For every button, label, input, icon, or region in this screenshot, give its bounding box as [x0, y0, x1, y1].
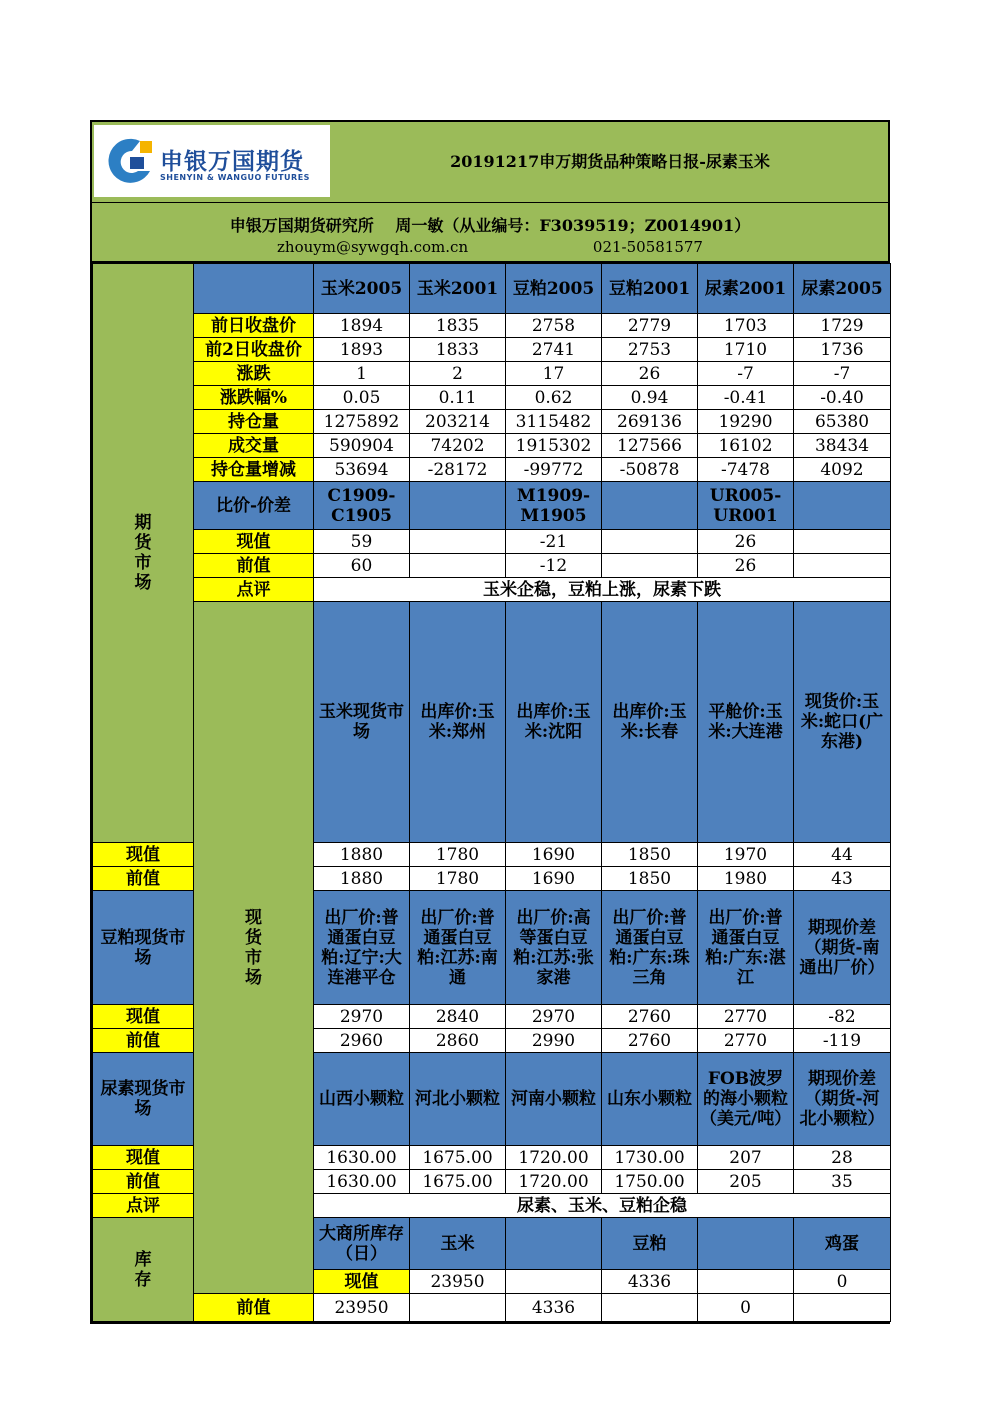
- spread-header: UR005-UR001: [698, 482, 794, 530]
- contact-line: [92, 238, 888, 256]
- value-cell: [410, 554, 506, 578]
- value-cell: 2960: [314, 1029, 410, 1053]
- value-cell: 2970: [506, 1005, 602, 1029]
- row-label: 持仓量增减: [194, 458, 314, 482]
- table-row: [93, 578, 891, 602]
- company-logo: [94, 125, 330, 197]
- header-blank: [194, 264, 314, 314]
- value-cell: 1880: [314, 843, 410, 867]
- value-cell: 4092: [794, 458, 891, 482]
- value-cell: 2753: [602, 338, 698, 362]
- value-cell: -7478: [698, 458, 794, 482]
- spot-header: 出库价:玉米:沈阳: [506, 602, 602, 843]
- contract-header: 尿素2001: [698, 264, 794, 314]
- row-label: 涨跌: [194, 362, 314, 386]
- report-title: 20191217申万期货品种策略日报-尿素玉米: [450, 152, 770, 171]
- value-cell: 2: [410, 362, 506, 386]
- table-row: [93, 602, 891, 843]
- value-cell: 3115482: [506, 410, 602, 434]
- section-label-text: 现货市场: [245, 907, 262, 988]
- value-cell: [410, 530, 506, 554]
- value-cell: 53694: [314, 458, 410, 482]
- inventory-header: 豆粕: [602, 1218, 698, 1270]
- inventory-header: [698, 1218, 794, 1270]
- row-label: 持仓量: [194, 410, 314, 434]
- row-label: 前值: [93, 1029, 194, 1053]
- value-cell: 44: [794, 843, 891, 867]
- value-cell: 26: [698, 530, 794, 554]
- value-cell: 19290: [698, 410, 794, 434]
- table-row: [93, 264, 891, 314]
- value-cell: 2741: [506, 338, 602, 362]
- logo-text: 申银万国期货: [160, 149, 304, 175]
- data-table: [92, 263, 891, 1322]
- spot-comment: 尿素、玉米、豆粕企稳: [314, 1194, 891, 1218]
- value-cell: 1850: [602, 867, 698, 891]
- spread-header: [794, 482, 891, 530]
- value-cell: 74202: [410, 434, 506, 458]
- value-cell: 1720.00: [506, 1146, 602, 1170]
- spot-header: 出厂价:普通蛋白豆粕:广东:珠三角: [602, 891, 698, 1005]
- futures-comment: 玉米企稳，豆粕上涨，尿素下跌: [314, 578, 891, 602]
- spread-label: 比价-价差: [194, 482, 314, 530]
- value-cell: 1780: [410, 843, 506, 867]
- value-cell: 2860: [410, 1029, 506, 1053]
- value-cell: 2990: [506, 1029, 602, 1053]
- value-cell: 1675.00: [410, 1146, 506, 1170]
- value-cell: 2770: [698, 1029, 794, 1053]
- table-row: [93, 362, 891, 386]
- value-cell: 1833: [410, 338, 506, 362]
- value-cell: -28172: [410, 458, 506, 482]
- value-cell: -0.41: [698, 386, 794, 410]
- value-cell: 17: [506, 362, 602, 386]
- value-cell: 0: [794, 1270, 891, 1294]
- value-cell: 1630.00: [314, 1146, 410, 1170]
- spread-header: [410, 482, 506, 530]
- inventory-header: 鸡蛋: [794, 1218, 891, 1270]
- spot-header: 出厂价:普通蛋白豆粕:江苏:南通: [410, 891, 506, 1005]
- value-cell: -119: [794, 1029, 891, 1053]
- row-label: 现值: [93, 843, 194, 867]
- inventory-label: 大商所库存（日）: [314, 1218, 410, 1270]
- analyst-phone: 021-50581577: [592, 238, 703, 256]
- spot-header: 出厂价:高等蛋白豆粕:江苏:张家港: [506, 891, 602, 1005]
- value-cell: 1275892: [314, 410, 410, 434]
- row-label: 现值: [93, 1005, 194, 1029]
- value-cell: 0.11: [410, 386, 506, 410]
- value-cell: -7: [698, 362, 794, 386]
- value-cell: -82: [794, 1005, 891, 1029]
- value-cell: 1970: [698, 843, 794, 867]
- value-cell: 0.05: [314, 386, 410, 410]
- contract-header: 豆粕2005: [506, 264, 602, 314]
- value-cell: -7: [794, 362, 891, 386]
- table-row: [93, 554, 891, 578]
- value-cell: 1703: [698, 314, 794, 338]
- value-cell: 1835: [410, 314, 506, 338]
- value-cell: 1729: [794, 314, 891, 338]
- spot-header: 平舱价:玉米:大连港: [698, 602, 794, 843]
- spread-header: M1909-M1905: [506, 482, 602, 530]
- strategy-report: [90, 120, 890, 1324]
- value-cell: 1736: [794, 338, 891, 362]
- row-label: 前值: [194, 1294, 314, 1322]
- value-cell: 2970: [314, 1005, 410, 1029]
- spot-header: 期现价差（期货-河北小颗粒）: [794, 1053, 891, 1146]
- contract-header: 玉米2001: [410, 264, 506, 314]
- table-row: [93, 458, 891, 482]
- value-cell: 207: [698, 1146, 794, 1170]
- value-cell: 0.94: [602, 386, 698, 410]
- contract-header: 玉米2005: [314, 264, 410, 314]
- section-label: [93, 264, 194, 843]
- spot-header: 山西小颗粒: [314, 1053, 410, 1146]
- value-cell: 23950: [410, 1270, 506, 1294]
- contract-header: 尿素2005: [794, 264, 891, 314]
- contract-header: 豆粕2001: [602, 264, 698, 314]
- value-cell: 1780: [410, 867, 506, 891]
- row-label: 成交量: [194, 434, 314, 458]
- value-cell: 16102: [698, 434, 794, 458]
- table-row: [93, 314, 891, 338]
- value-cell: [794, 1294, 891, 1322]
- table-row: [93, 1294, 891, 1322]
- value-cell: 203214: [410, 410, 506, 434]
- row-label: 现值: [314, 1270, 410, 1294]
- value-cell: 2840: [410, 1005, 506, 1029]
- comment-label: 点评: [194, 578, 314, 602]
- row-label: 前2日收盘价: [194, 338, 314, 362]
- value-cell: 65380: [794, 410, 891, 434]
- section-label-text: 库存: [134, 1249, 152, 1290]
- value-cell: 1690: [506, 843, 602, 867]
- value-cell: 2760: [602, 1005, 698, 1029]
- value-cell: 1: [314, 362, 410, 386]
- value-cell: -0.40: [794, 386, 891, 410]
- value-cell: 1894: [314, 314, 410, 338]
- table-row: [93, 530, 891, 554]
- comment-label: 点评: [93, 1194, 194, 1218]
- table-row: [93, 386, 891, 410]
- value-cell: 59: [314, 530, 410, 554]
- logo-subtitle: SHENYIN & WANGUO FUTURES: [160, 173, 310, 182]
- inventory-header: 玉米: [410, 1218, 506, 1270]
- value-cell: 0: [698, 1294, 794, 1322]
- value-cell: 0.62: [506, 386, 602, 410]
- spot-header: 河南小颗粒: [506, 1053, 602, 1146]
- value-cell: 4336: [602, 1270, 698, 1294]
- spread-header: [602, 482, 698, 530]
- spot-header: 期现价差（期货-南通出厂价）: [794, 891, 891, 1005]
- value-cell: 1980: [698, 867, 794, 891]
- spot-market-label: 玉米现货市场: [314, 602, 410, 843]
- value-cell: [602, 530, 698, 554]
- analyst-line: 申银万国期货研究所 周一敏（从业编号：F3039519；Z0014901）: [229, 216, 751, 235]
- table-row: [93, 338, 891, 362]
- value-cell: -50878: [602, 458, 698, 482]
- table-row: [93, 410, 891, 434]
- spot-header: FOB波罗的海小颗粒（美元/吨）: [698, 1053, 794, 1146]
- table-row: [93, 434, 891, 458]
- value-cell: 1850: [602, 843, 698, 867]
- section-label-text: 期货市场: [134, 513, 152, 593]
- value-cell: 28: [794, 1146, 891, 1170]
- spot-header: 山东小颗粒: [602, 1053, 698, 1146]
- analyst-info: [92, 203, 888, 263]
- value-cell: [794, 530, 891, 554]
- value-cell: [794, 554, 891, 578]
- value-cell: 2770: [698, 1005, 794, 1029]
- value-cell: 269136: [602, 410, 698, 434]
- value-cell: -12: [506, 554, 602, 578]
- value-cell: 26: [602, 362, 698, 386]
- value-cell: 2758: [506, 314, 602, 338]
- value-cell: [602, 1294, 698, 1322]
- row-label: 涨跌幅%: [194, 386, 314, 410]
- row-label: 现值: [93, 1146, 194, 1170]
- inventory-header: [506, 1218, 602, 1270]
- value-cell: 590904: [314, 434, 410, 458]
- value-cell: 1720.00: [506, 1170, 602, 1194]
- value-cell: -99772: [506, 458, 602, 482]
- value-cell: [506, 1270, 602, 1294]
- spot-market-label: 尿素现货市场: [93, 1053, 194, 1146]
- spread-header: C1909-C1905: [314, 482, 410, 530]
- spot-header: 出库价:玉米:郑州: [410, 602, 506, 843]
- table-row: [93, 482, 891, 530]
- row-label: 前日收盘价: [194, 314, 314, 338]
- value-cell: 205: [698, 1170, 794, 1194]
- logo-icon: [100, 131, 160, 191]
- value-cell: 43: [794, 867, 891, 891]
- value-cell: 1893: [314, 338, 410, 362]
- value-cell: 2760: [602, 1029, 698, 1053]
- value-cell: 1630.00: [314, 1170, 410, 1194]
- value-cell: 127566: [602, 434, 698, 458]
- value-cell: 35: [794, 1170, 891, 1194]
- value-cell: 1675.00: [410, 1170, 506, 1194]
- value-cell: 2779: [602, 314, 698, 338]
- spot-header: 出厂价:普通蛋白豆粕:广东:湛江: [698, 891, 794, 1005]
- value-cell: 4336: [506, 1294, 602, 1322]
- analyst-email: zhouym@sywgqh.com.cn: [277, 238, 469, 256]
- spot-header: 河北小颗粒: [410, 1053, 506, 1146]
- value-cell: 1690: [506, 867, 602, 891]
- value-cell: 38434: [794, 434, 891, 458]
- spot-header: 出厂价:普通蛋白豆粕:辽宁:大连港平仓: [314, 891, 410, 1005]
- value-cell: 1880: [314, 867, 410, 891]
- spot-market-label: 豆粕现货市场: [93, 891, 194, 1005]
- value-cell: 1915302: [506, 434, 602, 458]
- report-header: [92, 122, 888, 203]
- value-cell: 60: [314, 554, 410, 578]
- section-label: [93, 1218, 194, 1322]
- value-cell: 26: [698, 554, 794, 578]
- value-cell: [698, 1270, 794, 1294]
- value-cell: 23950: [314, 1294, 410, 1322]
- value-cell: 1730.00: [602, 1146, 698, 1170]
- value-cell: 1750.00: [602, 1170, 698, 1194]
- row-label: 前值: [194, 554, 314, 578]
- row-label: 前值: [93, 867, 194, 891]
- value-cell: [410, 1294, 506, 1322]
- value-cell: [602, 554, 698, 578]
- row-label: 前值: [93, 1170, 194, 1194]
- spot-header: 出库价:玉米:长春: [602, 602, 698, 843]
- value-cell: -21: [506, 530, 602, 554]
- spot-header: 现货价:玉米:蛇口(广东港): [794, 602, 891, 843]
- section-label: [194, 602, 314, 1294]
- value-cell: 1710: [698, 338, 794, 362]
- row-label: 现值: [194, 530, 314, 554]
